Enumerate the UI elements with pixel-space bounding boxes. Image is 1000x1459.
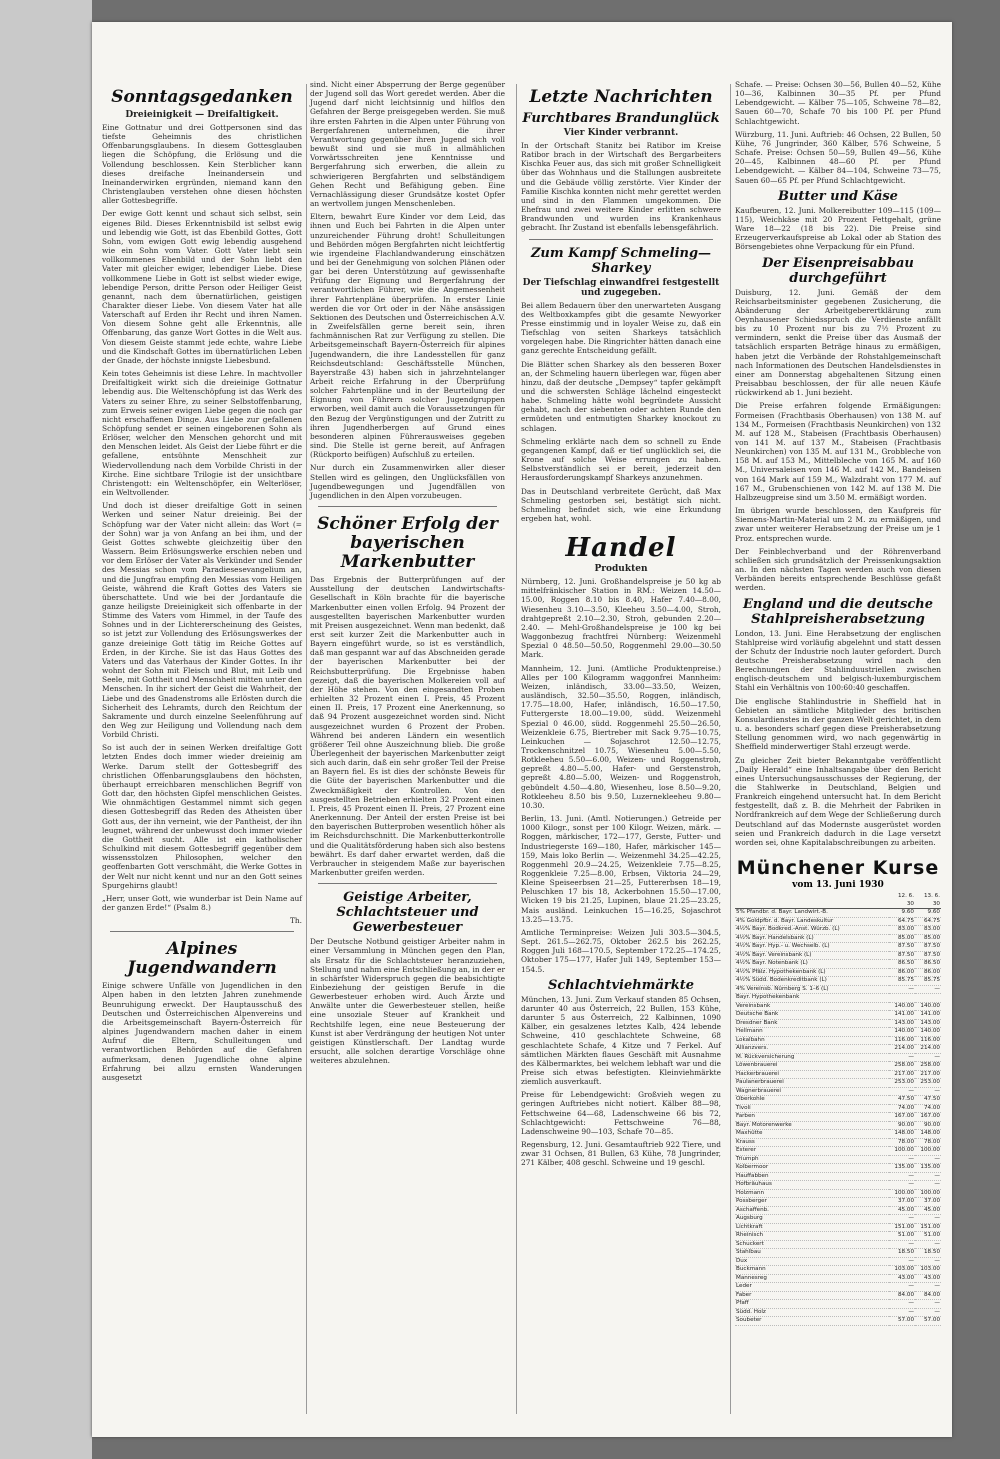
stock-price: 100.00 (889, 1189, 915, 1198)
stock-name: 5% Pfandbr. d. Bayr. Landwirt.-B. (735, 909, 889, 918)
stock-price: 43.00 (889, 1274, 915, 1283)
stock-price: 18.50 (889, 1249, 915, 1258)
stock-name: Esterer (735, 1147, 889, 1156)
paragraph: Eine Gottnatur und drei Gottpersonen sind das tiefste Geheimnis des christlichen Offenbarungsglaubens. In diesem Gottesglauben liegen die Schöpfung, die Erlösung und die Vollendung beschlossen. Kein Sterblicher kann dieses dreifache Ineinandersein und Ineinanderwirken ergründen, niemand kann den Christenglauben verstehen ohne diesen höchsten aller Gottesbegriffe. (102, 123, 302, 206)
column-4 (735, 80, 941, 1326)
table-row (735, 909, 941, 918)
stock-name: Soubeter (735, 1317, 889, 1326)
stock-name: Tivoli (735, 1104, 889, 1113)
paragraph: Mannheim, 12. Juni. (Amtliche Produktenpreise.) Alles per 100 Kilogramm waggonfrei Mannheim: Weizen, inländisch, 33.00—33.50, Weizen, ausländisch, 32.50—35.50, Roggen, inländisch, 17.75—18.00, Hafer, inländisch, 16.50—17.50, Futtergerste 18.00—19.00, südd. Weizenmehl Spezial 0 46.00, südd. Roggenmehl 25.50—26.50, Weizenkleie 6.75, Biertreber mit Sack 9.75—10.75, Leinkuchen — Sojaschrot 12.50—12.75, Trockenschnitzel 10.75, Wiesenheu 5.00—5.50, Rotkleeheu 5.50—6.00, Weizen- und Roggenstroh, gepreßt 4.80—5.00, Hafer- und Gerstenstroh, gepreßt 4.80—5.00, Weizen- und Roggenstroh, gebündelt 4.50—4.80, Wiesenheu, lose 8.50—9.20, Rotkleeheu 8.50 bis 9.50, Luzernekleeheu 9.80—10.30. (521, 663, 721, 810)
stock-name: Wagnerbrauerei (735, 1087, 889, 1096)
table-row (735, 1266, 941, 1275)
table-row (735, 1045, 941, 1054)
stock-price: 135.00 (915, 1164, 941, 1173)
table-row (735, 977, 941, 986)
paragraph: sind. Nicht einer Absperrung der Berge gegenüber der Jugend soll das Wort geredet werden. Aber die Jugend darf nicht leichtsinnig und hilflos den Gefahren der Berge preisgegeben werden. Sie muß ihre ersten Fahrten in die Alpen unter Führung von Bergerfahrenen unternehmen, die ihrer Verantwortung gegenüber ihren Jugend sich voll bewußt sind und sie muß in allmählichen Vorwärtsschreiten jene Kenntnisse und Bergerfahrung sich erwerben, die allein zu schwierigeren Bergfahrten und selbständigem Gehen Recht und Befähigung geben. Eine Vernachlässigung dieser Grundsätze kostet Opfer an wertvollem jungen Menschenleben. (310, 80, 505, 209)
stock-price: 86.50 (889, 960, 915, 969)
stock-price: — (915, 985, 941, 994)
table-row (735, 1087, 941, 1096)
stock-name: Aschaffenb. (735, 1206, 889, 1215)
stock-name: Südd. Holz (735, 1308, 889, 1317)
stock-name: 4½% Bayr. Notenbank (L) (735, 960, 889, 969)
paragraph: Würzburg, 11. Juni. Auftrieb: 46 Ochsen, 22 Bullen, 50 Kühe, 76 Jungrinder, 360 Kälber, 576 Schweine, 5 Schafe. Preise: Ochsen 50—59, Bullen 49—56, Kühe 20—45, Kalbinnen 48—60 Pf. per Pfund Lebendgewicht. — Kälber 84—104, Schweine 73—75, Sauen 60—65 Pf. per Pfund Schlachtgewicht. (735, 129, 941, 185)
header-cell: 13. 6. 30 (915, 893, 941, 909)
stock-price: 74.00 (889, 1104, 915, 1113)
stock-price: 100.00 (915, 1189, 941, 1198)
stock-name: 4% Vereinsb. Nürnberg S. 1–6 (L) (735, 985, 889, 994)
stock-name: Bayr. Motorenwerke (735, 1121, 889, 1130)
stock-name: 4½% Bayr. Hyp.- u. Wechselb. (L) (735, 943, 889, 952)
paragraph: Nürnberg, 12. Juni. Großhandelspreise je 50 kg ab mittelfränkischer Station in RM.: Weizen 14.50—15.00, Roggen 8.10 bis 8.40, Hafer 7.40—8.00, Wiesenheu 3.10—3.50, Kleeheu 3.50—4.00, Stroh, drahtgepreßt 2.10—2.30, Stroh, gebunden 2.20—2.40. — Mehl-Großhandelspreise je 100 kg bei Waggonbezug frachtfrei Nürnberg: Weizenmehl Spezial 0 48.50—50.50, Roggenmehl 29.00—30.50 Mark. (521, 577, 721, 660)
table-row (735, 1291, 941, 1300)
table-row (735, 951, 941, 960)
paragraph: Der ewige Gott kennt und schaut sich selbst, sein eigenes Bild. Dieses Erkenntnisbild ist selbst ewig und lebendig wie Gott, ist das Ebenbild Gottes, Gott Sohn, vom ewigen Gott ewig lebendig ausgehend wie ein Sohn vom Vater. Gott Vater liebt sein vollkommenes Ebenbild und der Sohn liebt den Vater mit gleicher ewiger, lebendiger Liebe. Diese vollkommene Liebe in Gott ist selbst wieder ewige, lebendige Person, dritte Person oder Heiliger Geist genannt, nach dem übernatürlichen, geistigen Charakter dieser Liebe. Von diesem Vater hat alle Vaterschaft auf Erden ihr Recht und ihren Namen. Von diesem Sohne geht alle Erkenntnis, alle Offenbarung, das ganze Wort Gottes in die Welt aus. Von diesem Geiste stammt jede echte, wahre Liebe und die Kindschaft Gottes im übernatürlichen Leben der Gnade, der höchste innigste Liebesbund. (102, 209, 302, 365)
table-row (735, 1232, 941, 1241)
stock-price: 90.00 (915, 1121, 941, 1130)
stock-price: 258.00 (889, 1062, 915, 1071)
table-row (735, 1300, 941, 1309)
table-row (735, 1002, 941, 1011)
stock-name: Mannesreg (735, 1274, 889, 1283)
stock-price: 148.00 (915, 1130, 941, 1139)
stock-name: M. Rückversicherung (735, 1053, 889, 1062)
stock-name: 4½% Pfälz. Hypothekenbank (L) (735, 968, 889, 977)
subheadline: Der Tiefschlag einwandfrei festgestellt und zugegeben. (522, 277, 720, 298)
stock-price: — (889, 1215, 915, 1224)
stock-name: Hackerbrauerei (735, 1070, 889, 1079)
table-row (735, 1308, 941, 1317)
table-row (735, 1240, 941, 1249)
stock-name: Dux (735, 1257, 889, 1266)
stock-price: — (915, 1087, 941, 1096)
paragraph: Zu gleicher Zeit bieter Bekanntgabe veröffentlicht „Daily Herald“ eine Inhaltsangabe über den Bericht eines Untersuchungsausschusses der Regierung, der die Stahlwerke in Deutschland, Belgien und Frankreich eingehend untersucht hat. In dem Bericht festgestellt, daß z. B. die Mehrheit der Fabriken in Nordfrankreich auf dem Wege der Schließerung durch Deutschland auf das Modernste ausgerüstet worden seien und Frankreich dadurch in die Lage versetzt worden sei, ohne Kapitalabschreibungen zu arbeiten. (735, 755, 941, 847)
table-row (735, 1215, 941, 1224)
table-row (735, 1172, 941, 1181)
stock-price: 51.00 (915, 1232, 941, 1241)
stock-price: 86.50 (915, 960, 941, 969)
stock-price: 43.00 (915, 1274, 941, 1283)
table-row (735, 1223, 941, 1232)
table-row (735, 1138, 941, 1147)
stock-price: 84.00 (889, 1291, 915, 1300)
stock-name: Kolbermoor (735, 1164, 889, 1173)
headline-sonntagsgedanken: Sonntagsgedanken (111, 87, 293, 107)
paragraph: Das in Deutschland verbreitete Gerücht, daß Max Schmeling gestorben sei, bestätigt sich nicht. Schmeling befindet sich, wie eine Erkundung ergeben hat, wohl. (521, 486, 721, 523)
stock-name: Vereinsbank (735, 1002, 889, 1011)
table-row (735, 934, 941, 943)
table-row (735, 1317, 941, 1326)
table-row (735, 985, 941, 994)
stock-price: 47.50 (915, 1096, 941, 1105)
stock-price: — (915, 1257, 941, 1266)
stock-price: — (889, 1155, 915, 1164)
signature: Th. (289, 916, 302, 926)
stock-price (915, 994, 941, 1003)
stock-price: 57.00 (889, 1317, 915, 1326)
table-row (735, 1249, 941, 1258)
stock-price: 140.00 (889, 1028, 915, 1037)
table-row (735, 1283, 941, 1292)
stock-name: Lichtkraft (735, 1223, 889, 1232)
stock-price: 86.00 (915, 968, 941, 977)
table-row (735, 994, 941, 1003)
column-2 (310, 80, 505, 1069)
stock-price: 45.00 (889, 1206, 915, 1215)
stock-price: 47.50 (889, 1096, 915, 1105)
stock-price: 37.00 (915, 1198, 941, 1207)
paragraph: Die Preise erfahren folgende Ermäßigungen: Formeisen (Frachtbasis Oberhausen) von 138 M. auf 134 M., Formeisen (Frachtbasis Neunkirchen) von 132 M. auf 128 M., Stabeisen (Frachtbasis Oberhausen) von 141 M. auf 137 M., Stabeisen (Frachtbasis Neunkirchen) von 135 M. auf 131 M., Grobbleche von 158 M. auf 153 M., Mittelbleche von 165 M. auf 160 M., Universaleisen von 146 M. auf 142 M., Bandeisen von 164 Mark auf 159 M., Walzdraht von 177 M. auf 167 M., Grubenschienen von 142 M. auf 138 M. Die Halbzeugpreise sind um 3.50 M. ermäßigt worden. (735, 401, 941, 502)
paragraph: Kein totes Geheimnis ist diese Lehre. In machtvoller Dreifaltigkeit wirkt sich die dreieinige Gottnatur lebendig aus. Die Weltenschöpfung ist das Werk des Vaters zu seiner Ehre, zu seiner Selbstoffenbarung, zum Erweis seiner ewigen Liebe gegen die noch gar nicht erschaffenen Dinge. Aus Liebe zur gefallenen Schöpfung sendet er seinen eingeborenen Sohn als Erlöser, welcher den Menschen gehorcht und mit den Menschen leidet. Als Geist der Liebe führt er die gefallene, entsühnte Menschheit zur Wiedervollendung nach dem Vorbilde Christi in der Kirche. Eine sichtbare Trilogie ist der unsichtbare Christengott: ein Weltenschöpfer, ein Welterlöser, ein Weltvollender. (102, 369, 302, 498)
stock-price: — (915, 1283, 941, 1292)
stock-price: — (915, 1300, 941, 1309)
stock-price: 141.00 (915, 1011, 941, 1020)
stock-name: Stahlbau (735, 1249, 889, 1258)
paragraph: Berlin, 13. Juni. (Amtl. Notierungen.) Getreide per 1000 Kilogr., sonst per 100 Kilogr. Weizen, märk. — Roggen, märkischer, 172—177, Gerste, Futter- und Industriegerste 169—180, Hafer, märkischer 145—159, Mais loko Berlin —. Weizenmehl 34.25—42.25, Roggenmehl 20.9—24.25, Weizenkleie 7.75—8.25, Roggenkleie 7.25—8.00, Erbsen, Viktoria 24—29, Kleine Speiseerbsen 21—25, Futtererbsen 18—19, Peluschken 17 bis 18, Ackerbohnen 15.50—17.00, Wicken 19 bis 21.25, Lupinen, blaue 21.25—23.25, Mais ausländ. Leinkuchen 15—16.25, Sojaschrot 13.25—13.75. (521, 814, 721, 924)
stock-table (735, 893, 941, 1326)
stock-price: — (915, 1181, 941, 1190)
stock-price: 143.00 (889, 1019, 915, 1028)
table-row (735, 1011, 941, 1020)
header-cell: 12. 6. 30 (889, 893, 915, 909)
stock-price: — (889, 1053, 915, 1062)
paragraph: Der Feinblechverband und der Röhrenverband schließen sich grundsätzlich der Preissenkungsaktion an. In den nächsten Tagen werden auch von diesen Verbänden bereits entsprechende Beschlüsse gefaßt werden. (735, 546, 941, 593)
stock-price: 135.00 (889, 1164, 915, 1173)
table-row (735, 1130, 941, 1139)
stock-name: 4½% Südd. Bodenkreditbank (L) (735, 977, 889, 986)
paragraph: Bei allem Bedauern über den unerwarteten Ausgang des Weltboxkampfes gibt die gesamte Newyorker Presse einstimmig und in loyaler Weise zu, daß ein Tiefschlag von seiten Sharkeys tatsächlich vorgelegen habe. Die Ringrichter hätten danach eine ganz gerechte Entscheidung gefällt. (521, 300, 721, 356)
newspaper-page (92, 22, 952, 1437)
headline-alpines-jugendwandern: Alpines Jugendwandern (127, 939, 277, 979)
table-row (735, 1104, 941, 1113)
stock-price: 100.00 (915, 1147, 941, 1156)
scanner-margin (0, 0, 92, 1459)
subheadline: Vier Kinder verbrannt. (563, 128, 679, 138)
stock-price: — (889, 1283, 915, 1292)
stock-name: Bayr. Hypothekenbank (735, 994, 889, 1003)
stock-price: 167.00 (915, 1113, 941, 1122)
divider (110, 931, 294, 932)
headline-schmeling-sharkey: Zum Kampf Schmeling—Sharkey (530, 245, 712, 276)
stock-price: 253.00 (889, 1079, 915, 1088)
stock-price: 141.00 (889, 1011, 915, 1020)
stock-price: 84.00 (915, 1291, 941, 1300)
stock-price: 85.75 (915, 977, 941, 986)
paragraph: Eltern, bewahrt Eure Kinder vor dem Leid, das ihnen und Euch bei Fahrten in die Alpen unter unzureichender Führung droht! Schulleitungen und Behörden mögen Bergfahrten nicht leichtfertig wie irgendeine Flachlandwanderung einschätzen und bei der Genehmigung von solchen Plänen oder gar bei deren Unterstützung auf gewissenhafte Prüfung der Eignung und Bergerfahrung der verantwortlichen Führer, wie die Angemessenheit ihrer Fahrtenpläne überprüfen. In erster Linie werden die vor Ort oder in der Nähe ansässigen Sektionen des Deutschen und Österreichischen A.V. in Zweifelsfällen gerne bereit sein, ihren fachmännischen Rat zur Verfügung zu stellen. Die Arbeitsgemeinschaft Bayern-Österreich für alpines Jugendwandern, die ihre Landesstellen für ganz Reichsdeutschland: Geschäftsstelle München, Bayerstraße 43) haben sich in jahrzehntelanger Arbeit reiche Erfahrung in der Überprüfung solcher Fahrtenpläne und in der Beurteilung der Eignung von Führern solcher Jugendgruppen erworben, weil damit auch die Voraussetzungen für den Bezug der Vergünstigungen und der Zutritt zu ihren Jugendherbergen auf Grund eines besonderen alpinen Führerausweises gegeben sind. Die Stelle ist gerne bereit, auf Anfragen (Rückporto beifügen) Aufschluß zu erteilen. (310, 212, 505, 460)
stock-price: — (889, 985, 915, 994)
paragraph: Die Blätter schen Sharkey als den besseren Boxer an, der Schmeling hauern überlegen war, fügen aber hinzu, daß der deutsche „Dempsey“ tapfer gekämpft und die schwersten Schläge lächelnd eingesteckt habe. Schmeling hätte wohl begründete Aussicht gehabt, nach der siebenten oder achten Runde den ermüdeten und entmutigten Sharkey knockout zu schlagen. (521, 359, 721, 433)
table-row (735, 1147, 941, 1156)
divider (318, 506, 497, 507)
stock-price: 151.00 (915, 1223, 941, 1232)
stock-price: 214.00 (915, 1045, 941, 1054)
paragraph: Preise für Lebendgewicht: Großvieh wegen zu geringen Auftriebes nicht notiert. Kälber 88—98, Fettschweine 64—68, Ladenschweine 66 bis 72, Schlachtgewicht: Fettschweine 76—88, Ladenschweine 90—103, Schafe 70—85. (521, 1090, 721, 1136)
stock-price: 217.00 (915, 1070, 941, 1079)
stock-name: Löwenbrauerei (735, 1062, 889, 1071)
column-rule (516, 84, 517, 1414)
stock-name: Krauss (735, 1138, 889, 1147)
stock-price: — (889, 1181, 915, 1190)
stock-name: 4½% Bayr. Bodkred.-Anst. Würzb. (L) (735, 926, 889, 935)
paragraph: Und doch ist dieser dreifaltige Gott in seinen Werken und seiner Natur dreieinig. Bei der Schöpfung war der Vater nicht allein: das Wort (= der Sohn) war ja von Anfang an bei ihm, und der Geist Gottes schwebte gleichzeitig über den Wassern. Beim Erlösungswerke erschien neben und vor dem Erlöser der Vater als Verkünder und Sender des Messias schon vom Paradiesesevangelium an, und die Jungfrau empfing den Messias vom Heiligen Geiste, während die Kraft Gottes des Vaters sie überschattete. Und wie bei der Jordantaufe die ganze heiligste Dreieinigkeit sich offenbarte in der Stimme des Vaters vom Himmel, in der Taufe des Sohnes und in der Lichtererscheinung des Geistes, so ist jetzt zur Vollendung des Erlösungswerkes der ganze dreieinige Gott tätig im Reiche Gottes auf Erden, in der Kirche. Sie ist das Haus Gottes des Vaters und das Vaterhaus der Kinder Gottes. In ihr wohnt der Sohn mit Fleisch und Blut, mit Leib und Seele, mit Gottheit und Menschheit mitten unter den Menschen. In ihr sichert der Geist die Wahrheit, der Liebe und des Gnadenstroms alle Erlösten durch die Sicherheit des Lehramts, durch den Reichtum der Sakramente und durch einzelne Seelenführung auf den Weg zur Heiligung und Vollendung nach dem Vorbild Christi. (102, 501, 302, 740)
stock-price: 140.00 (915, 1002, 941, 1011)
table-row (735, 1198, 941, 1207)
divider (318, 883, 497, 884)
stock-name: Lokalbahn (735, 1036, 889, 1045)
table-row (735, 1062, 941, 1071)
stock-price: — (889, 1172, 915, 1181)
stock-price: 167.00 (889, 1113, 915, 1122)
stock-price: 140.00 (915, 1028, 941, 1037)
stock-price: 90.00 (889, 1121, 915, 1130)
stock-price: — (889, 1300, 915, 1309)
section-headline-handel: Handel (565, 533, 677, 564)
table-row (735, 1028, 941, 1037)
paragraph: Der Deutsche Notbund geistiger Arbeiter nahm in einer Versammlung in München gegen den Plan, als Ersatz für die Schlachtsteuer heranzuziehen, Stellung und nahm eine Entschließung an, in der er in schärfster Widerspruch gegen die beabsichtigte Einbeziehung der geistigen Berufe in die Gewerbesteuer erhoben wird. Auch Ärzte und Anwälte unter die Gewerbesteuer stellen, heiße eine unsoziale Steuer auf Krankheit und Rechtshilfe legen, eine neue Besteuerung der Kunst ist aber Verdrängung der heutigen Not unter geistigen Künstlerschaft. Der Landtag wurde ersucht, alle solchen derartige Vorschläge ohne weiteres abzulehnen. (310, 937, 505, 1066)
column-1 (102, 80, 302, 1086)
headline-butter-kaese: Butter und Käse (778, 188, 898, 204)
paragraph: Einige schwere Unfälle von Jugendlichen in den Alpen haben in den letzten Jahren zunehmende Beunruhigung erweckt. Der Hauptausschuß des Deutschen und Österreichischen Alpenvereins und die Arbeitsgemeinschaft Bayern-Österreich für alpines Jugendwandern machen daher in einem Aufruf die Eltern, Schulleitungen und verantwortlichen Behörden auf die Gefahren aufmerksam, denen Jugendliche ohne alpine Erfahrung bei allzu ernsten Wanderungen ausgesetzt (102, 981, 302, 1082)
table-row (735, 960, 941, 969)
table-row (735, 1019, 941, 1028)
headline-letzte-nachrichten: Letzte Nachrichten (529, 87, 713, 107)
paragraph: Kaufbeuren, 12. Juni. Molkereibutter 109—115 (109—115), Weichkäse mit 20 Prozent Fettgehalt, grüne Ware 18—22 (18 bis 22). Die Preise sind Erzeugerverkaufspreise ab Lokal oder ab Station des Börsengebietes ohne Verpackung für ein Pfund. (735, 205, 941, 252)
stock-name: Schuckert (735, 1240, 889, 1249)
stock-price: — (889, 1087, 915, 1096)
paragraph: Amtliche Terminpreise: Weizen Juli 303.5—304.5, Sept. 261.5—262.75, Oktober 262.5 bis 262.25, Roggen Juli 168—170.5, September 172.25—174.25, Oktober 175—177, Hafer Juli 149, September 153—154.5. (521, 927, 721, 974)
paragraph: In der Ortschaft Stanitz bei Ratibor im Kreise Ratibor brach in der Wirtschaft des Bergarbeiters Kischka Feuer aus, das sich mit großer Schnelligkeit über das Wohnhaus und die Stallungen ausbreitete und die Gebäude völlig zerstörte. Vier Kinder der Familie Kischka konnten nicht mehr gerettet werden und sind in den Flammen umgekommen. Die Ehefrau und zwei weitere Kinder erlitten schwere Brandwunden und wurden ins Krankenhaus gebracht. Ihr Zustand ist ebenfalls lebensgefährlich. (521, 141, 721, 233)
stock-name: Hofbräuhaus (735, 1181, 889, 1190)
paragraph: London, 13. Juni. Eine Herabsetzung der englischen Stahlpreise wird vorläufig abgelehnt und statt dessen der Schutz der Industrie noch lauter gefordert. Durch deutsche Preisherabsetzung wird nach den Berechnungen der Stahlinduustriellen zwischen englisch-deutschem und belgisch-luxemburgischem Stahl ein Verhältnis von 100:60:40 geschaffen. (735, 628, 941, 693)
stock-name: Faber (735, 1291, 889, 1300)
stock-price: 214.00 (889, 1045, 915, 1054)
stock-name: Dresdner Bank (735, 1019, 889, 1028)
divider (529, 239, 713, 240)
paragraph: Schmeling erklärte nach dem so schnell zu Ende gegangenen Kampf, daß er tief unglücklich sei, die Krone auf solche Weise errungen zu haben. Selbstverständlich sei er bereit, jederzeit den Herausforderungskampf Sharkeys anzunehmen. (521, 436, 721, 483)
stock-name: Hauffabben (735, 1172, 889, 1181)
headline-england-stahlpreis: England und die deutsche Stahlpreisherabsetzung (743, 596, 933, 627)
subheadline: vom 13. Juni 1930 (792, 880, 884, 891)
stock-name: Hellmann (735, 1028, 889, 1037)
stock-name: Deutsche Bank (735, 1011, 889, 1020)
column-rule (730, 84, 731, 1414)
stock-price: 83.00 (915, 926, 941, 935)
stock-price: — (915, 1172, 941, 1181)
stock-price: 148.00 (889, 1130, 915, 1139)
stock-price: 253.00 (915, 1079, 941, 1088)
stock-name: 4½% Bayr. Vereinsbank (L) (735, 951, 889, 960)
headline-markenbutter: Schöner Erfolg der bayerischen Markenbutter (317, 514, 498, 573)
stock-price: 85.00 (889, 934, 915, 943)
stock-price: — (915, 1308, 941, 1317)
stock-price: — (915, 1240, 941, 1249)
stock-price: 151.00 (889, 1223, 915, 1232)
stock-price: 51.00 (889, 1232, 915, 1241)
stock-price: — (915, 1053, 941, 1062)
stock-price: 116.00 (889, 1036, 915, 1045)
stock-name: 4½% Bayr. Handelsbank (L) (735, 934, 889, 943)
table-row (735, 1121, 941, 1130)
table-row (735, 1206, 941, 1215)
stock-price: 87.50 (889, 943, 915, 952)
stock-price: 18.50 (915, 1249, 941, 1258)
stock-price (889, 994, 915, 1003)
stock-price: 87.50 (889, 951, 915, 960)
stock-name: Paulanerbrauerei (735, 1079, 889, 1088)
stock-price: 116.00 (915, 1036, 941, 1045)
headline-muenchener-kurse: Münchener Kurse (736, 857, 940, 880)
stock-price: — (915, 1155, 941, 1164)
stock-price: — (889, 1308, 915, 1317)
table-row (735, 1189, 941, 1198)
stock-price: 64.75 (915, 917, 941, 926)
paragraph: So ist auch der in seinen Werken dreifaltige Gott letzten Endes doch immer wieder dreieinig am Werke. Darum stellt der Gottesbegriff des christlichen Offenbarungsglaubens den höchsten, überhaupt erreichbaren menschlichen Begriff von Gott dar, den höchsten Gipfel menschlichen Geistes. Wie ohnmächtigen Gestammel nimmt sich gegen diesen Gottesbegriff das Reden des Atheisten über Gott aus, der ihn verneint, wie der Pantheist, der ihn leugnet, während der unbewusst doch immer wieder die Gottheit sucht. Alle ist ein katholischer Schulkind mit diesem Gottesbegriff gegenüber dem wissensstolzen Philosophen, welcher den geoffenbarten Gott verschmäht, die Werke Gottes in der Welt nur nicht kennt und nur an den Gott seines Spurgehirns glaubt! (102, 743, 302, 890)
stock-price: 86.00 (889, 968, 915, 977)
paragraph: München, 13. Juni. Zum Verkauf standen 85 Ochsen, darunter 40 aus Österreich, 22 Bullen, 153 Kühe, darunter 5 aus Österreich, 22 Kalbinnen, 1090 Kälber, ein gesalzenes letztes Kalb, 424 lebende Schweine, 410 geschlachtete Schweine, 68 geschlachtete Schafe, 4 Kitze und 7 Ferkel. Auf sämtlichen Märkten flaues Geschäft mit Ausnahme des Kälbermarktes, bei welchem lebhaft war und die Preise sich etwas befestigten. Kleinviehmärkte ziemlich ausverkauft. (521, 994, 721, 1087)
stock-price: 64.75 (889, 917, 915, 926)
stock-price: — (915, 1215, 941, 1224)
stock-price: 45.00 (915, 1206, 941, 1215)
stock-name: Rheinisch (735, 1232, 889, 1241)
stock-price: 103.00 (889, 1266, 915, 1275)
paragraph: Das Ergebnis der Butterprüfungen auf der Ausstellung der deutschen Landwirtschafts-Gesellschaft in Köln brachte für die bayerische Markenbutter einen vollen Erfolg. 94 Prozent der ausgestellten bayerischen Markenbutter wurden mit Preisen ausgezeichnet. Wenn man bedenkt, daß erst seit kurzer Zeit die Markenbutter auch in Bayern eingeführt wurde, so ist es verständlich, daß man gespannt war auf das Abschneiden gerade der bayerischen Markenbutter bei der Reichsbutterprüfung. Die Ergebnisse haben gezeigt, daß die bayerischen Molkereien voll auf der Höhe stehen. Von den eingesandten Proben erhielten 32 Prozent einen I. Preis, 45 Prozent einen II. Preis, 17 Prozent eine Anerkennung, so daß 94 Prozent ausgezeichnet worden sind. Nicht ausgezeichnet wurden 6 Prozent der Proben. Während bei anderen Ländern ein wesentlich größerer Teil ohne Auszeichnung blieb. Die große Überlegenheit der bayerischen Markenbutter zeigt sich auch darin, daß ein sehr großer Teil der Preise an Bayern fiel. Es ist dies der schönste Beweis für die Güte der bayerischen Markenbutter und die Zweckmäßigkeit der Kontrollen. Von den ausgestellten Betrieben erhielten 32 Prozent einen I. Preis, 45 Prozent einen II. Preis, 27 Prozent eine Anerkennung. Der Anteil der ersten Preise ist bei den bayerischen Butterproben wesentlich höher als im Reichsdurchschnitt. Die Markenbutterkontrolle und die Qualitätsförderung haben sich also bestens bewährt. Es darf daher erwartet werden, daß die Verbraucher in steigendem Maße zur bayerischen Markenbutter greifen werden. (310, 575, 505, 878)
stock-price: 37.00 (889, 1198, 915, 1207)
stock-price: 74.00 (915, 1104, 941, 1113)
stock-table-header (735, 893, 941, 909)
stock-price: 85.75 (889, 977, 915, 986)
stock-price: 103.00 (915, 1266, 941, 1275)
subheadline: Produkten (594, 564, 648, 575)
table-row (735, 1257, 941, 1266)
table-row (735, 943, 941, 952)
stock-price: 78.00 (915, 1138, 941, 1147)
column-3 (521, 80, 721, 1172)
stock-price: — (889, 1257, 915, 1266)
headline-schlachtviehmaerkte: Schlachtviehmärkte (547, 977, 694, 993)
paragraph: Schafe. — Preise: Ochsen 30—56, Bullen 40—52, Kühe 10—36, Kalbinnen 30—35 Pf. per Pfund Lebendgewicht. — Kälber 75—105, Schweine 78—82, Sauen 60—70, Schafe 70 bis 100 Pf. per Pfund Schlachtgewicht. (735, 80, 941, 126)
table-row (735, 968, 941, 977)
stock-price: 258.00 (915, 1062, 941, 1071)
stock-name: Possberger (735, 1198, 889, 1207)
table-row (735, 1113, 941, 1122)
stock-name: Leder (735, 1283, 889, 1292)
stock-name: Pfaff (735, 1300, 889, 1309)
stock-name: Oberkohle (735, 1096, 889, 1105)
paragraph: Nur durch ein Zusammenwirken aller dieser Stellen wird es gelingen, den Unglücksfällen von Jugendbewegungen und Jugendfällen von Jugendlichen in den Alpen vorzubeugen. (310, 463, 505, 500)
stock-name: Buckmann (735, 1266, 889, 1275)
stock-price: 143.00 (915, 1019, 941, 1028)
table-row (735, 1070, 941, 1079)
subheadline: Dreieinigkeit — Dreifaltigkeit. (125, 110, 279, 120)
paragraph: Regensburg, 12. Juni. Gesamtauftrieb 922 Tiere, und zwar 31 Ochsen, 81 Bullen, 63 Kühe, 78 Jungrinder, 271 Kälber, 408 geschl. Schweine und 19 geschl. (521, 1140, 721, 1168)
stock-price: 57.00 (915, 1317, 941, 1326)
table-row (735, 1155, 941, 1164)
stock-price: 87.50 (915, 951, 941, 960)
stock-name: Triumph (735, 1155, 889, 1164)
headline-eisenpreisabbau: Der Eisenpreisabbau durchgeführt (762, 255, 914, 286)
stock-price: 100.00 (889, 1147, 915, 1156)
stock-name: Farben (735, 1113, 889, 1122)
table-row (735, 926, 941, 935)
stock-price: 83.00 (889, 926, 915, 935)
stock-price: 217.00 (889, 1070, 915, 1079)
stock-price: 85.00 (915, 934, 941, 943)
header-cell (735, 893, 889, 909)
table-row (735, 1079, 941, 1088)
stock-price: 87.50 (915, 943, 941, 952)
stock-name: Maxhütte (735, 1130, 889, 1139)
stock-name: Holzmann (735, 1189, 889, 1198)
stock-price: 140.00 (889, 1002, 915, 1011)
stock-price: — (889, 1240, 915, 1249)
table-row (735, 1036, 941, 1045)
column-rule (306, 84, 307, 1414)
stock-table-body (735, 909, 941, 1326)
table-row (735, 1053, 941, 1062)
paragraph: Im übrigen wurde beschlossen, den Kaufpreis für Siemens-Martin-Material um 2 M. zu ermäßigen, und zwar unter weiterer Herabsetzung der Preise um je 1 Proz. entsprechen wurde. (735, 506, 941, 543)
stock-name: Augsburg (735, 1215, 889, 1224)
stock-price: 78.00 (889, 1138, 915, 1147)
table-row (735, 1274, 941, 1283)
table-row (735, 1096, 941, 1105)
stock-name: Allianzvers. (735, 1045, 889, 1054)
table-row (735, 917, 941, 926)
paragraph: Die englische Stahlindustrie in Sheffield hat in Gebieten an sämtliche Mitglieder des britischen Konsulardienstes in der ganzen Welt gerichtet, in dem u. a. besonders scharf gegen diese Preisherabsetzung Stellung genommen wird, wo nach gegenwärtig in Sheffield minderwertiger Stahl erzeugt werde. (735, 696, 941, 752)
paragraph: „Herr, unser Gott, wie wunderbar ist Dein Name auf der ganzen Erde!“ (Psalm 8.) (102, 893, 302, 912)
stock-price: 9.60 (915, 909, 941, 918)
table-row (735, 1181, 941, 1190)
stock-name: 4% Goldpfbr. d. Bayr. Landeskultur (735, 917, 889, 926)
stock-price: 9.60 (889, 909, 915, 918)
headline-brandunglueck: Furchtbares Brandunglück (522, 111, 720, 126)
table-row (735, 1164, 941, 1173)
paragraph: Duisburg, 12. Juni. Gemäß der dem Reichsarbeitsminister gegebenen Zusicherung, die Abänderung der Arbeitgeberertklärung zum Oeynhausener Schiedsspruch die Verdienste anfällt bis zu 10 Prozent nur bis zu 7½ Prozent zu vermindern, senkt die Preise über das Ausmaß der tatsächlich ersparten Beträge hinaus zu ermäßigen, haben jetzt die Verbände der Rohstahlgemeinschaft nach Informationen des Deutschen Handelsdienstes in einer am Donnerstag abgehaltenen Sitzung einen Preisabbau beschlossen, der für alle neuen Käufe rückwirkend ab 1. Juni bezieht. (735, 287, 941, 398)
headline-geistige-arbeiter: Geistige Arbeiter, Schlachtsteuer und Gewerbesteuer (336, 890, 479, 936)
